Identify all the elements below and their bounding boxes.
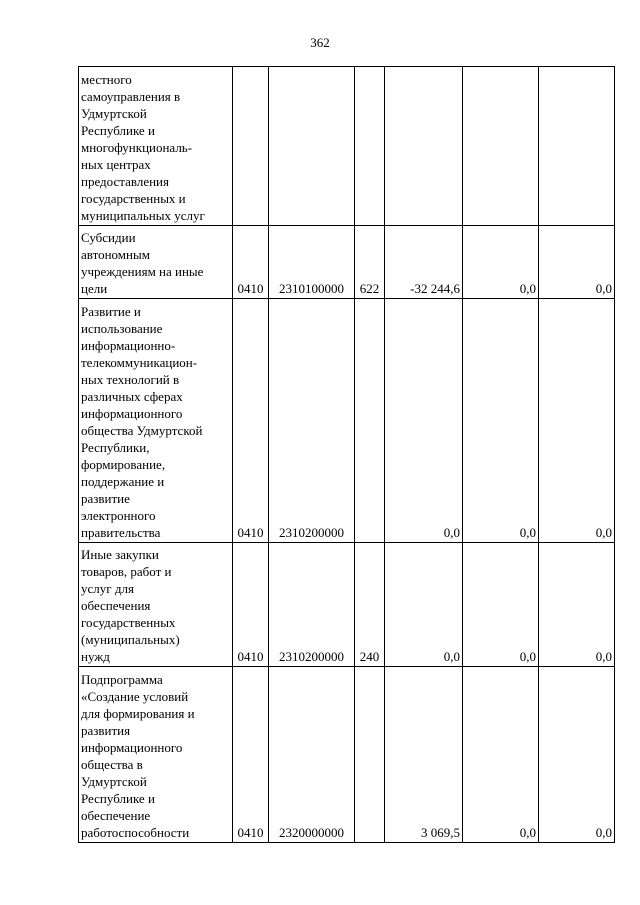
target-code-cell: 2310200000 bbox=[269, 543, 355, 667]
amount-cell-1: 0,0 bbox=[385, 543, 463, 667]
table-row bbox=[79, 667, 615, 843]
target-code-cell: 2310100000 bbox=[269, 226, 355, 299]
row-name-cell: местного самоуправления в Удмуртской Республике и многофункциональ- ных центрах предоставления государственных и муниципальных услуг bbox=[79, 67, 233, 226]
amount-cell-1: 3 069,5 bbox=[385, 667, 463, 843]
amount-cell-3 bbox=[539, 67, 615, 226]
amount-cell-1: -32 244,6 bbox=[385, 226, 463, 299]
amount-cell-3: 0,0 bbox=[539, 299, 615, 543]
expense-type-cell: 622 bbox=[355, 226, 385, 299]
expense-type-cell bbox=[355, 667, 385, 843]
table-row bbox=[79, 226, 615, 299]
amount-cell-2: 0,0 bbox=[463, 667, 539, 843]
section-code-cell: 0410 bbox=[233, 543, 269, 667]
table-row bbox=[79, 299, 615, 543]
amount-cell-1 bbox=[385, 67, 463, 226]
expense-type-cell bbox=[355, 67, 385, 226]
section-code-cell bbox=[233, 67, 269, 226]
amount-cell-3: 0,0 bbox=[539, 543, 615, 667]
amount-cell-2: 0,0 bbox=[463, 299, 539, 543]
amount-cell-2 bbox=[463, 67, 539, 226]
row-name-cell: Иные закупки товаров, работ и услуг для обеспечения государственных (муниципальных) нужд bbox=[79, 543, 233, 667]
target-code-cell: 2310200000 bbox=[269, 299, 355, 543]
target-code-cell: 2320000000 bbox=[269, 667, 355, 843]
expense-type-cell bbox=[355, 299, 385, 543]
row-name-cell: Подпрограмма «Создание условий для формирования и развития информационного общества в Удмуртской Республике и обеспечение работоспособности bbox=[79, 667, 233, 843]
row-name-cell: Развитие и использование информационно- телекоммуникацион- ных технологий в различных сферах информационного общества Удмуртской Республики, формирование, поддержание и развитие электронного правительства bbox=[79, 299, 233, 543]
expense-type-cell: 240 bbox=[355, 543, 385, 667]
amount-cell-2: 0,0 bbox=[463, 226, 539, 299]
section-code-cell: 0410 bbox=[233, 226, 269, 299]
table-row bbox=[79, 67, 615, 226]
budget-table bbox=[78, 66, 615, 843]
row-name-cell: Субсидии автономным учреждениям на иные цели bbox=[79, 226, 233, 299]
amount-cell-3: 0,0 bbox=[539, 667, 615, 843]
page-number: 362 bbox=[310, 35, 330, 50]
section-code-cell: 0410 bbox=[233, 667, 269, 843]
amount-cell-1: 0,0 bbox=[385, 299, 463, 543]
section-code-cell: 0410 bbox=[233, 299, 269, 543]
target-code-cell bbox=[269, 67, 355, 226]
amount-cell-2: 0,0 bbox=[463, 543, 539, 667]
table-row bbox=[79, 543, 615, 667]
amount-cell-3: 0,0 bbox=[539, 226, 615, 299]
